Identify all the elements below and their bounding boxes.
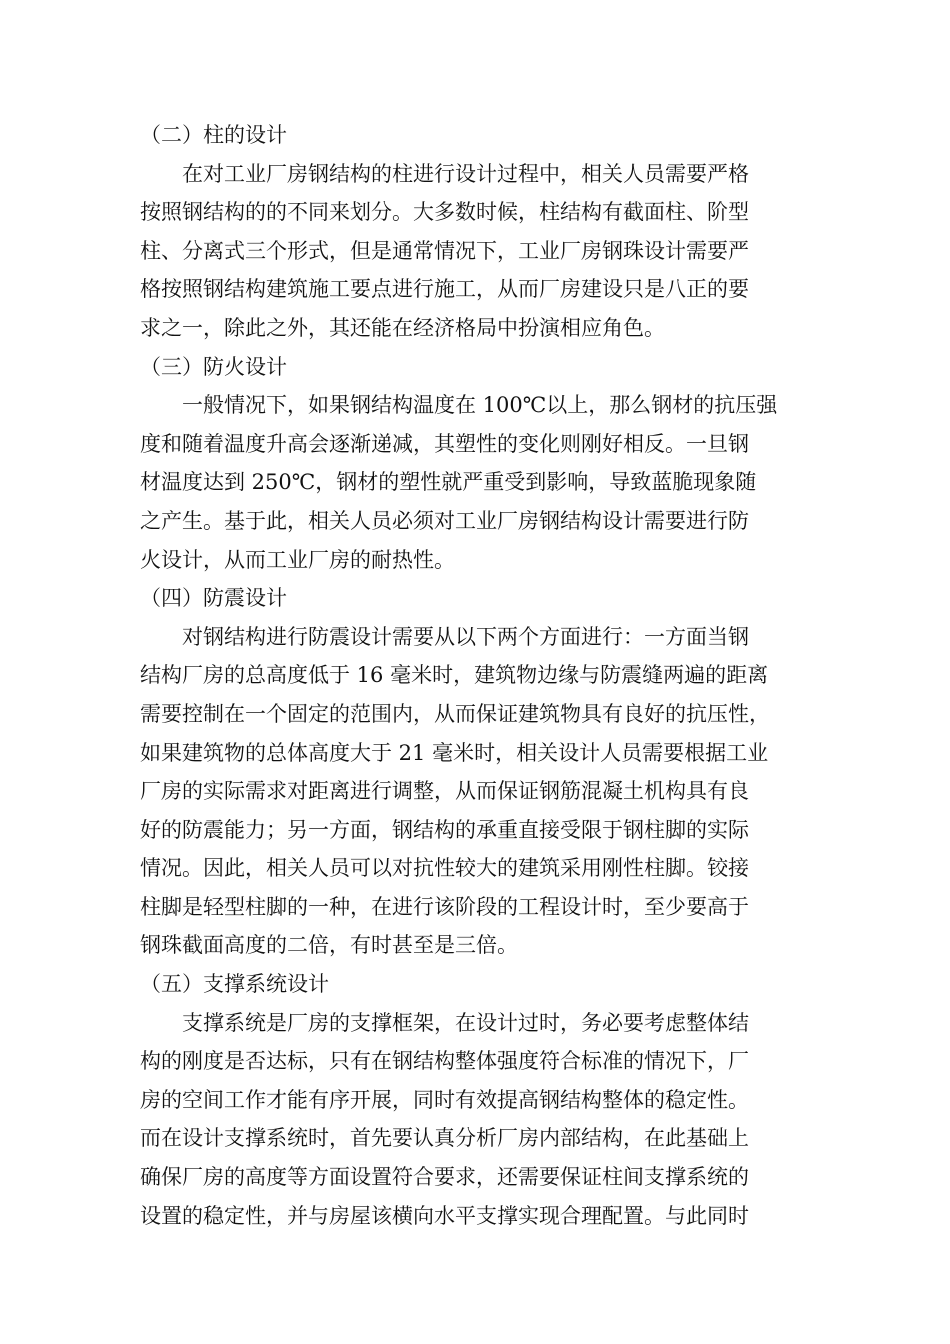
text-line: 好的防震能力；另一方面，钢结构的承重直接受限于钢柱脚的实际 [140,817,749,842]
section-heading-support-system-design: （五）支撑系统设计 [140,972,329,997]
text-line: 确保厂房的高度等方面设置符合要求，还需要保证柱间支撑系统的 [140,1165,749,1190]
document-body [140,116,820,1235]
text-line: 构的刚度是否达标，只有在钢结构整体强度符合标准的情况下，厂 [140,1049,749,1074]
paragraph-fire-design [140,386,820,579]
text-line: 材温度达到 250℃，钢材的塑性就严重受到影响，导致蓝脆现象随 [140,470,757,495]
text-line: 需要控制在一个固定的范围内，从而保证建筑物具有良好的抗压性， [140,701,770,726]
section-heading-fire-design: （三）防火设计 [140,354,287,379]
paragraph-support-system-design [140,1004,820,1236]
text-line: 求之一，除此之外，其还能在经济格局中扮演相应角色。 [140,315,665,340]
text-line: 柱脚是轻型柱脚的一种，在进行该阶段的工程设计时，至少要高于 [140,894,749,919]
text-line: 情况。因此，相关人员可以对抗性较大的建筑采用刚性柱脚。铰接 [140,856,749,881]
section-heading-seismic-design: （四）防震设计 [140,586,287,611]
text-line: 格按照钢结构建筑施工要点进行施工，从而厂房建设只是八正的要 [140,277,749,302]
text-line: 火设计，从而工业厂房的耐热性。 [140,547,455,572]
text-line: 如果建筑物的总体高度大于 21 毫米时，相关设计人员需要根据工业 [140,740,769,765]
text-line: 对钢结构进行防震设计需要从以下两个方面进行：一方面当钢 [182,624,749,649]
paragraph-column-design [140,155,820,348]
text-line: 房的空间工作才能有序开展，同时有效提高钢结构整体的稳定性。 [140,1087,749,1112]
text-line: 结构厂房的总高度低于 16 毫米时，建筑物边缘与防震缝两遍的距离 [140,663,769,688]
text-line: 支撑系统是厂房的支撑框架，在设计过时，务必要考虑整体结 [182,1010,749,1035]
text-line: 厂房的实际需求对距离进行调整，从而保证钢筋混凝土机构具有良 [140,779,749,804]
text-line: 设置的稳定性，并与房屋该横向水平支撑实现合理配置。与此同时 [140,1203,749,1228]
text-line: 而在设计支撑系统时，首先要认真分析厂房内部结构，在此基础上 [140,1126,749,1151]
text-line: 一般情况下，如果钢结构温度在 100℃以上，那么钢材的抗压强 [182,393,778,418]
text-line: 之产生。基于此，相关人员必须对工业厂房钢结构设计需要进行防 [140,508,749,533]
text-line: 度和随着温度升高会逐渐递减，其塑性的变化则刚好相反。一旦钢 [140,431,749,456]
section-heading-column-design: （二）柱的设计 [140,123,287,147]
text-line: 按照钢结构的的不同来划分。大多数时候，柱结构有截面柱、阶型 [140,200,749,225]
text-line: 钢珠截面高度的二倍，有时甚至是三倍。 [140,933,518,958]
text-line: 在对工业厂房钢结构的柱进行设计过程中，相关人员需要严格 [182,161,749,186]
paragraph-seismic-design [140,618,820,965]
text-line: 柱、分离式三个形式，但是通常情况下，工业厂房钢珠设计需要严 [140,238,749,263]
